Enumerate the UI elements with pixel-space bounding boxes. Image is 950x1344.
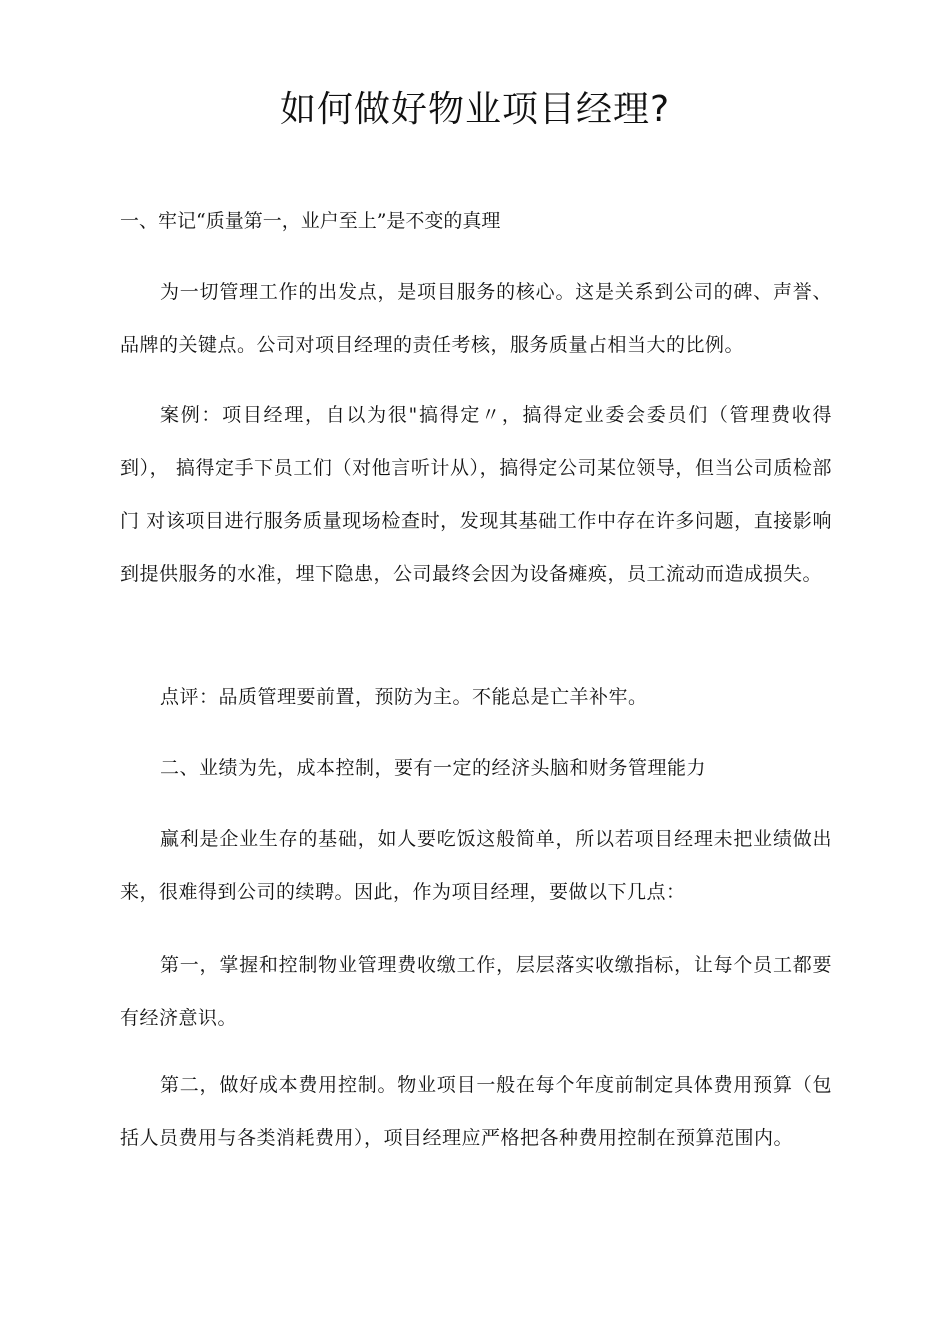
document-title: 如何做好物业项目经理? [279,89,671,130]
paragraph-first-point: 第一，掌握和控制物业管理费收缴工作，层层落实收缴指标，让每个员工都要有经济意识。 [120,954,832,1029]
section-2-heading: 二、业绩为先，成本控制，要有一定的经济头脑和财务管理能力 [160,757,707,779]
paragraph-case: 案例：项目经理，自以为很"搞得定〃，搞得定业委会委员们（管理费收得到）， 搞得定手下员工们（对他言听计从），搞得定公司某位领导，但当公司质检部门 对该项目进行服务质量现场检查时，发现其基础工作中存在许多问题，直接影响 到提供服务的水准，埋下隐患，公司最终会因为设备瘫痪，员工流动而造成损失。 [120,404,832,585]
paragraph-comment: 点评：品质管理要前置，预防为主。不能总是亡羊补牢。 [160,686,648,708]
section-1-heading: 一、牢记“质量第一，业户至上”是不变的真理 [120,210,501,232]
paragraph-profit: 赢利是企业生存的基础，如人要吃饭这般简单，所以若项目经理未把业绩做出来，很难得到公司的续聘。因此，作为项目经理，要做以下几点： [120,828,832,903]
paragraph-1: 为一切管理工作的出发点，是项目服务的核心。这是关系到公司的碑、声誉、品牌的关键点。公司对项目经理的责任考核，服务质量占相当大的比例。 [120,281,832,356]
paragraph-second-point: 第二，做好成本费用控制。物业项目一般在每个年度前制定具体费用预算（包 括人员费用与各类消耗费用），项目经理应严格把各种费用控制在预算范围内。 [120,1074,832,1149]
